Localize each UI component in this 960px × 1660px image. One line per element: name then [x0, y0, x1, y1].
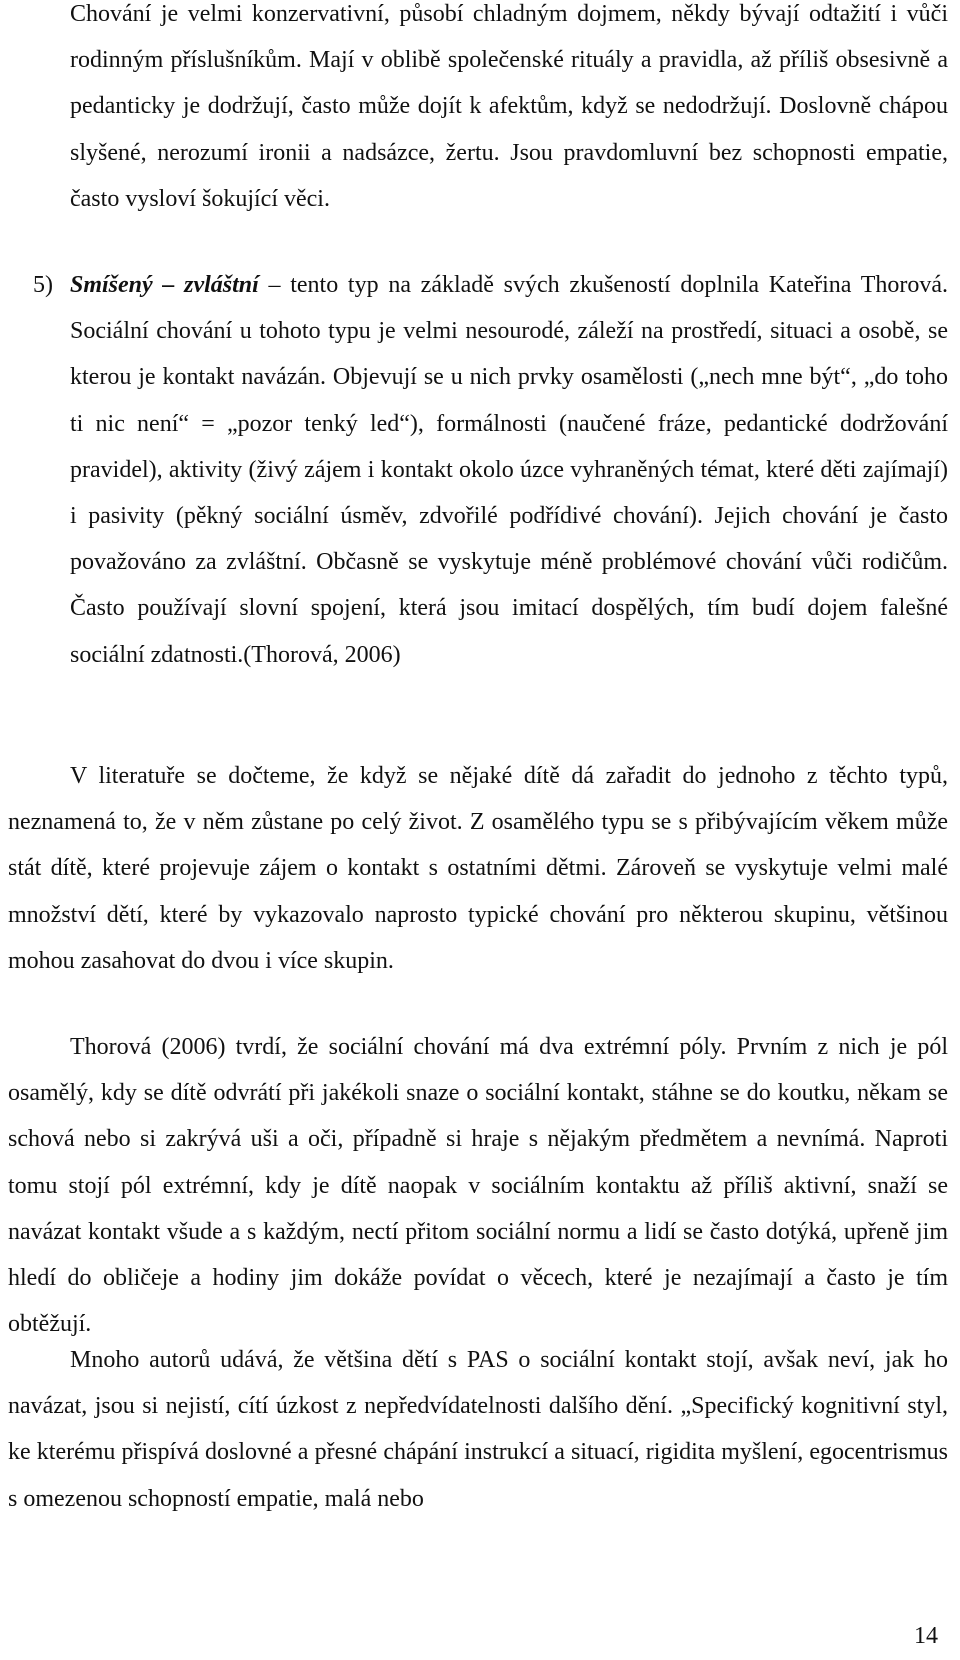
page-number: 14: [914, 1623, 938, 1649]
paragraph-poly: Thorová (2006) tvrdí, že sociální chování má dva extrémní póly. Prvním z nich je pól osamělý, kdy se dítě odvrátí při jakékoli snaze o sociální kontakt, stáhne se do koutku, někam se schová nebo si zakrývá uši a oči, případně si hraje s nějakým předmětem a nevnímá. Naproti tomu stojí pól extrémní, kdy je dítě naopak v sociálním kontaktu až příliš aktivní, snaží se navázat kontakt všude a s každým, nectí přitom sociální normu a lidí se často dotýká, upřeně jim hledí do obličeje a hodiny jim dokáže povídat o věcech, které je nezajímají a často je tím obtěžují.: [8, 1034, 948, 1338]
list-item-5: [33, 262, 948, 678]
list-item-text: – tento typ na základě svých zkušeností doplnila Kateřina Thorová. Sociální chování u tohoto typu je velmi nesourodé, záleží na prostředí, situaci a osobě, se kterou je kontakt navázán. Objevují se u nich prvky osamělosti („nech mne být“, „do toho ti nic není“ = „pozor tenký led“), formálnosti (naučené fráze, pedantické dodržování pravidel), aktivity (živý zájem i kontakt okolo úzce vyhraněných témat, které děti zajímají) i pasivity (pěkný sociální úsměv, zdvořilé podřídivé chování). Jejich chování je často považováno za zvláštní. Občasně se vyskytuje méně problémové chování vůči rodičům. Často používají slovní spojení, která jsou imitací dospělých, tím budí dojem falešné sociální zdatnosti.(Thorová, 2006): [70, 272, 949, 668]
list-item-number: 5): [33, 272, 53, 298]
continuation-paragraph: Chování je velmi konzervativní, působí chladným dojmem, někdy bývají odtažití i vůči rodinným příslušníkům. Mají v oblibě společenské rituály a pravidla, až příliš obsesivně a pedanticky je dodržují, často může dojít k afektům, když se nedodržují. Doslovně chápou slyšené, nerozumí ironii a nadsázce, žertu. Jsou pravdomluvní bez schopnosti empatie, často vysloví šokující věci.: [70, 1, 948, 212]
list-item-term: Smíšený – zvláštní: [70, 272, 259, 298]
paragraph-pas: Mnoho autorů udává, že většina dětí s PAS o sociální kontakt stojí, avšak neví, jak ho navázat, jsou si nejistí, cítí úzkost z nepředvídatelnosti dalšího dění. „Specifický kognitivní styl, ke kterému přispívá doslovné a přesné chápání instrukcí a situací, rigidita myšlení, egocentrismus s omezenou schopností empatie, malá nebo: [8, 1347, 948, 1512]
list-item-5-lead: [33, 272, 259, 298]
paragraph-typy: V literatuře se dočteme, že když se nějaké dítě dá zařadit do jednoho z těchto typů, neznamená to, že v něm zůstane po celý život. Z osamělého typu se s přibývajícím věkem může stát dítě, které projevuje zájem o kontakt s ostatními dětmi. Zároveň se vyskytuje velmi malé množství dětí, které by vykazovalo naprosto typické chování pro některou skupinu, většinou mohou zasahovat do dvou i více skupin.: [8, 763, 948, 974]
